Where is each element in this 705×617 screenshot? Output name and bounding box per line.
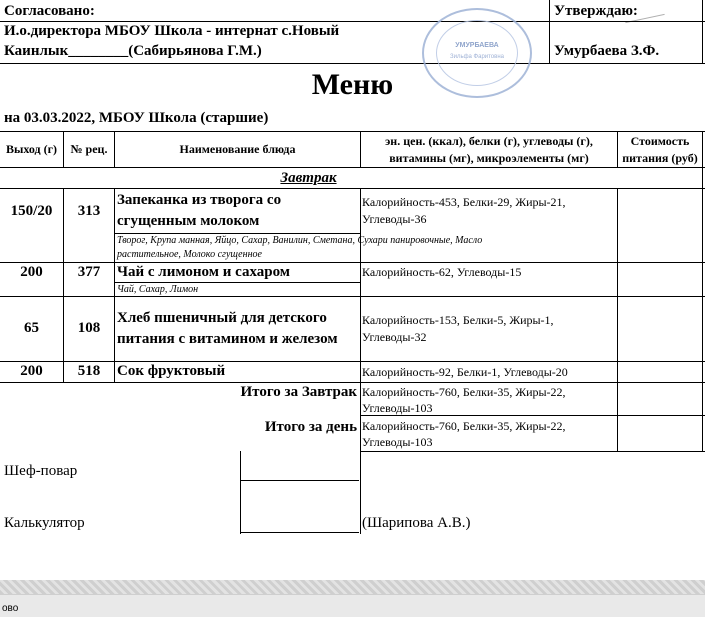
signature-divider-left (240, 451, 241, 534)
row1-name-1: Запеканка из творога со (117, 192, 282, 208)
table-top-border (0, 131, 705, 132)
row3-name-2: питания с витамином и железом (117, 331, 338, 347)
row1-nutrition-2: Углеводы-36 (362, 212, 427, 226)
page-title: Меню (311, 68, 394, 101)
row3-bottom (0, 361, 705, 362)
total-breakfast-2: Углеводы-103 (362, 401, 433, 415)
chef-signature-line (241, 480, 359, 481)
calculator-label: Калькулятор (4, 515, 85, 531)
page-break-bar (0, 580, 705, 594)
row1-name-2: сгущенным молоком (117, 213, 260, 229)
col-divider-3 (360, 188, 361, 451)
header-right-border (702, 0, 703, 63)
col-header-recipe: № рец. (70, 142, 108, 156)
row2-bottom (0, 296, 705, 297)
total-breakfast-label: Итого за Завтрак (240, 384, 357, 400)
status-text: ово (2, 603, 19, 614)
total-breakfast-1: Калорийность-760, Белки-35, Жиры-22, (362, 385, 566, 399)
row4-recipe: 518 (77, 363, 101, 379)
total-day-2: Углеводы-103 (362, 435, 433, 449)
table-header-bottom (0, 167, 705, 168)
col-header-price-1: Стоимость (630, 134, 690, 148)
row1-ingredients-2: растительное, Молоко сгущенное (117, 249, 262, 260)
col-header-price-2: питания (руб) (622, 151, 698, 165)
approve-label: Утверждаю: (554, 3, 638, 19)
table-right-border (702, 131, 703, 451)
row4-nutrition-1: Калорийность-92, Белки-1, Углеводы-20 (362, 365, 568, 379)
col-divider-2 (114, 188, 115, 382)
row4-bottom (0, 382, 705, 383)
header-line-2 (0, 63, 705, 64)
director-line2: Каинлык________(Сабирьянова Г.М.) (4, 43, 262, 59)
row1-ingredients-1: Творог, Крупа манная, Яйцо, Сахар, Ванилин, Сметана, Сухари панировочные, Масло (117, 235, 483, 246)
meal-row-bottom (0, 188, 705, 189)
stamp-text: УМУРБАЕВА (455, 42, 499, 49)
row2-output: 200 (20, 264, 43, 280)
approver-name: Умурбаева З.Ф. (554, 43, 660, 59)
total-day-1: Калорийность-760, Белки-35, Жиры-22, (362, 419, 566, 433)
calculator-name: (Шарипова А.В.) (362, 515, 471, 531)
row1-output: 150/20 (10, 203, 53, 219)
total2-bottom (360, 451, 705, 452)
col-header-nutrition-1: эн. цен. (ккал), белки (г), углеводы (г), (385, 134, 593, 148)
status-bar (0, 594, 705, 617)
total-day-label: Итого за день (264, 419, 357, 435)
row3-nutrition-1: Калорийность-153, Белки-5, Жиры-1, (362, 313, 554, 327)
stamp-subtext: Зильфа Фаритовна (450, 54, 504, 60)
director-line1: И.о.директора МБОУ Школа - интернат с.Новый (4, 23, 340, 39)
row3-name-1: Хлеб пшеничный для детского (117, 310, 327, 326)
col-header-output: Выход (г) (5, 142, 58, 156)
chef-label: Шеф-повар (4, 463, 78, 479)
subtitle: на 03.03.2022, МБОУ Школа (старшие) (4, 110, 269, 126)
row4-output: 200 (20, 363, 43, 379)
row2-ingredients-1: Чай, Сахар, Лимон (117, 284, 199, 295)
row3-nutrition-2: Углеводы-32 (362, 330, 427, 344)
calculator-signature-line (241, 532, 359, 533)
row3-output: 65 (24, 320, 39, 336)
row2-nutrition-1: Калорийность-62, Углеводы-15 (362, 265, 522, 279)
row1-bottom (0, 262, 705, 263)
row1-recipe: 313 (77, 203, 101, 219)
col-header-name: Наименование блюда (179, 142, 296, 156)
row3-recipe: 108 (77, 320, 101, 336)
meal-title: Завтрак (280, 170, 337, 186)
header-divider (549, 0, 550, 63)
header-line-1 (0, 21, 705, 22)
signature-divider-right (360, 451, 361, 534)
approved-label: Согласовано: (4, 3, 95, 19)
col-divider-4 (617, 188, 618, 451)
row2-recipe: 377 (77, 264, 101, 280)
row1-nutrition-1: Калорийность-453, Белки-29, Жиры-21, (362, 195, 566, 209)
col-header-nutrition-2: витамины (мг), микроэлементы (мг) (389, 151, 589, 165)
row4-name-1: Сок фруктовый (117, 363, 226, 379)
row2-name-1: Чай с лимоном и сахаром (117, 264, 291, 280)
